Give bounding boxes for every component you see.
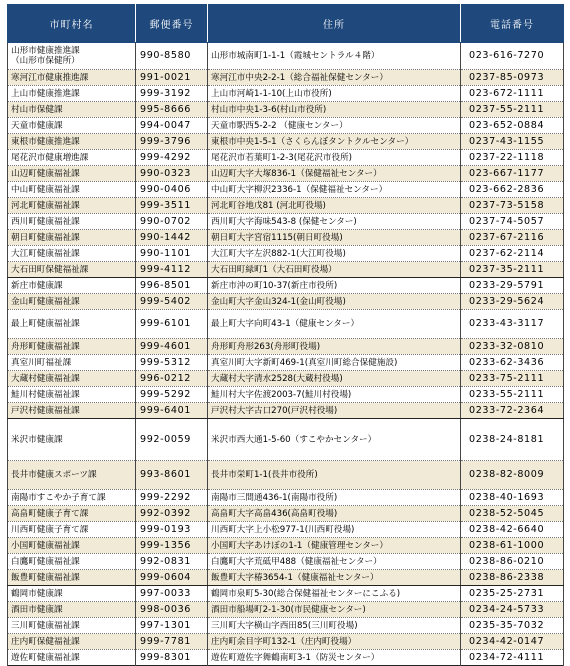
cell-address: 朝日町大字宮宿1115(朝日町役場) <box>208 230 461 246</box>
cell-postal: 990-1101 <box>136 246 208 262</box>
cell-municipality: 南陽市すこやか子育て課 <box>8 490 136 506</box>
cell-phone: 0233-72-2364 <box>461 403 564 419</box>
cell-address: 高畠町大字高畠436(高畠町役場) <box>208 506 461 522</box>
cell-postal: 991-0021 <box>136 70 208 86</box>
cell-address: 舟形町舟形263(舟形町役場) <box>208 339 461 355</box>
table-row <box>8 618 564 634</box>
cell-municipality: 戸沢村健康福祉課 <box>8 403 136 419</box>
cell-municipality: 大蔵村健康福祉課 <box>8 371 136 387</box>
cell-phone: 0235-25-2731 <box>461 586 564 602</box>
table-row <box>8 387 564 403</box>
cell-postal: 999-4601 <box>136 339 208 355</box>
header-postal: 郵便番号 <box>136 5 208 43</box>
cell-municipality: 河北町健康福祉課 <box>8 198 136 214</box>
cell-address: 西川町大字海味543-8 (保健センター) <box>208 214 461 230</box>
cell-phone: 023-652-0884 <box>461 118 564 134</box>
table-row <box>8 182 564 198</box>
cell-phone: 0234-42-0147 <box>461 634 564 650</box>
table-row <box>8 150 564 166</box>
cell-address: 飯豊町大字椿3654-1（健康福祉センター） <box>208 570 461 586</box>
cell-municipality: 西川町健康福祉課 <box>8 214 136 230</box>
cell-municipality: 天童市健康課 <box>8 118 136 134</box>
cell-address: 尾花沢市若葉町1-2-3(尾花沢市役所) <box>208 150 461 166</box>
cell-phone: 023-616-7270 <box>461 43 564 70</box>
table-row <box>8 586 564 602</box>
header-address: 住所 <box>208 5 461 43</box>
cell-address: 白鷹町大字荒砥甲488（健康福祉センター） <box>208 554 461 570</box>
cell-postal: 990-1442 <box>136 230 208 246</box>
cell-address: 米沢市西大通1-5-60（すこやかセンター） <box>208 419 461 461</box>
table-row <box>8 278 564 294</box>
cell-municipality: 山辺町健康福祉課 <box>8 166 136 182</box>
cell-phone: 0233-75-2111 <box>461 371 564 387</box>
table-row <box>8 554 564 570</box>
cell-municipality: 三川町健康福祉課 <box>8 618 136 634</box>
table-row <box>8 86 564 102</box>
table-row <box>8 166 564 182</box>
cell-municipality: 山形市健康推進課 （山形市保健所） <box>8 43 136 70</box>
cell-address: 山辺町大字大塚836-1（保健福祉センター） <box>208 166 461 182</box>
cell-address: 新庄市沖の町10-37(新庄市役所) <box>208 278 461 294</box>
cell-phone: 0237-67-2116 <box>461 230 564 246</box>
cell-phone: 0234-72-4111 <box>461 650 564 666</box>
cell-phone: 0237-73-5158 <box>461 198 564 214</box>
table-row <box>8 134 564 150</box>
header-municipality: 市町村名 <box>8 5 136 43</box>
contact-table <box>7 4 564 666</box>
cell-phone: 0238-24-8181 <box>461 419 564 461</box>
table-row <box>8 230 564 246</box>
table-row <box>8 538 564 554</box>
cell-address: 真室川町大字新町469-1(真室川町総合保健施設) <box>208 355 461 371</box>
cell-postal: 999-7781 <box>136 634 208 650</box>
cell-address: 大蔵村大字清水2528(大蔵村役場) <box>208 371 461 387</box>
table-row <box>8 419 564 461</box>
cell-postal: 999-6101 <box>136 310 208 339</box>
cell-address: 南陽市三間通436-1(南陽市役所) <box>208 490 461 506</box>
cell-postal: 990-0406 <box>136 182 208 198</box>
table-row <box>8 43 564 70</box>
cell-municipality: 金山町健康福祉課 <box>8 294 136 310</box>
cell-address: 三川町大字横山字西田85(三川町役場) <box>208 618 461 634</box>
cell-phone: 0233-29-5624 <box>461 294 564 310</box>
cell-postal: 999-4112 <box>136 262 208 278</box>
cell-phone: 0237-85-0973 <box>461 70 564 86</box>
cell-municipality: 大石田町保健福祉課 <box>8 262 136 278</box>
cell-municipality: 大江町健康福祉課 <box>8 246 136 262</box>
table-row <box>8 650 564 666</box>
cell-postal: 999-5312 <box>136 355 208 371</box>
cell-address: 中山町大字柳沢2336-1（保健福祉センター） <box>208 182 461 198</box>
table-row <box>8 461 564 490</box>
cell-postal: 999-0193 <box>136 522 208 538</box>
cell-postal: 992-0831 <box>136 554 208 570</box>
cell-postal: 999-5402 <box>136 294 208 310</box>
cell-municipality: 上山市健康推進課 <box>8 86 136 102</box>
table-row <box>8 70 564 86</box>
cell-address: 金山町大字金山324-1(金山町役場) <box>208 294 461 310</box>
cell-phone: 0233-62-3436 <box>461 355 564 371</box>
cell-address: 鮭川村大字佐渡2003-7(鮭川村役場) <box>208 387 461 403</box>
cell-postal: 990-0323 <box>136 166 208 182</box>
table-row <box>8 294 564 310</box>
cell-address: 寒河江市中央2-2-1（総合福祉保健センター） <box>208 70 461 86</box>
cell-postal: 999-2292 <box>136 490 208 506</box>
cell-municipality: 鮭川村健康福祉課 <box>8 387 136 403</box>
table-row <box>8 214 564 230</box>
cell-municipality: 真室川町福祉課 <box>8 355 136 371</box>
cell-municipality: 白鷹町健康福祉課 <box>8 554 136 570</box>
cell-phone: 0237-43-1155 <box>461 134 564 150</box>
cell-phone: 0237-55-2111 <box>461 102 564 118</box>
table-row <box>8 310 564 339</box>
cell-address: 東根市中央1-5-1（さくらんぼタントクルセンター） <box>208 134 461 150</box>
cell-phone: 0238-86-0210 <box>461 554 564 570</box>
cell-phone: 0235-35-7032 <box>461 618 564 634</box>
cell-municipality: 朝日町健康福祉課 <box>8 230 136 246</box>
cell-postal: 999-3192 <box>136 86 208 102</box>
cell-postal: 999-5292 <box>136 387 208 403</box>
cell-address: 山形市城南町1-1-1（霞城セントラル４階） <box>208 43 461 70</box>
cell-phone: 0238-40-1693 <box>461 490 564 506</box>
cell-phone: 0238-86-2338 <box>461 570 564 586</box>
cell-municipality: 小国町健康福祉課 <box>8 538 136 554</box>
table-wrapper <box>7 4 564 666</box>
cell-phone: 0238-42-6640 <box>461 522 564 538</box>
table-row <box>8 118 564 134</box>
cell-postal: 998-0036 <box>136 602 208 618</box>
cell-phone: 0237-22-1118 <box>461 150 564 166</box>
cell-postal: 997-0033 <box>136 586 208 602</box>
table-row <box>8 522 564 538</box>
cell-municipality: 高畠町健康子育て課 <box>8 506 136 522</box>
cell-postal: 996-8501 <box>136 278 208 294</box>
cell-address: 天童市駅西5-2-2 （健康センター） <box>208 118 461 134</box>
cell-municipality: 尾花沢市健康増進課 <box>8 150 136 166</box>
table-row <box>8 371 564 387</box>
cell-municipality: 中山町健康福祉課 <box>8 182 136 198</box>
cell-phone: 0233-32-0810 <box>461 339 564 355</box>
cell-municipality: 遊佐町健康福祉課 <box>8 650 136 666</box>
cell-address: 鶴岡市泉町5-30(総合保健福祉センターにこふる) <box>208 586 461 602</box>
header-phone: 電話番号 <box>461 5 564 43</box>
cell-phone: 0233-29-5791 <box>461 278 564 294</box>
cell-postal: 999-4292 <box>136 150 208 166</box>
cell-municipality: 鶴岡市健康課 <box>8 586 136 602</box>
cell-postal: 992-0059 <box>136 419 208 461</box>
cell-postal: 999-3796 <box>136 134 208 150</box>
table-row <box>8 339 564 355</box>
cell-municipality: 米沢市健康課 <box>8 419 136 461</box>
cell-phone: 0238-61-1000 <box>461 538 564 554</box>
cell-phone: 023-672-1111 <box>461 86 564 102</box>
table-row <box>8 506 564 522</box>
cell-municipality: 最上町健康福祉課 <box>8 310 136 339</box>
cell-postal: 990-8580 <box>136 43 208 70</box>
header-row <box>8 5 564 43</box>
table-row <box>8 198 564 214</box>
cell-phone: 0237-35-2111 <box>461 262 564 278</box>
cell-address: 大石田町緑町1（大石田町役場） <box>208 262 461 278</box>
cell-postal: 999-1356 <box>136 538 208 554</box>
cell-address: 上山市河崎1-1-10(上山市役所) <box>208 86 461 102</box>
cell-municipality: 庄内町保健福祉課 <box>8 634 136 650</box>
table-row <box>8 246 564 262</box>
cell-address: 大江町大字左沢882-1(大江町役場) <box>208 246 461 262</box>
cell-address: 小国町大字あけぼの1-1（健康管理センター） <box>208 538 461 554</box>
table-row <box>8 102 564 118</box>
cell-phone: 0238-82-8009 <box>461 461 564 490</box>
cell-address: 酒田市船場町2-1-30(市民健康センター) <box>208 602 461 618</box>
table-row <box>8 570 564 586</box>
cell-postal: 997-1301 <box>136 618 208 634</box>
table-row <box>8 634 564 650</box>
cell-municipality: 村山市保健課 <box>8 102 136 118</box>
cell-address: 庄内町余目字町132-1（庄内町役場） <box>208 634 461 650</box>
cell-municipality: 舟形町健康福祉課 <box>8 339 136 355</box>
table-row <box>8 403 564 419</box>
table-body <box>8 43 564 666</box>
cell-address: 村山市中央1-3-6(村山市役所) <box>208 102 461 118</box>
cell-address: 河北町谷地戊81 (河北町役場) <box>208 198 461 214</box>
cell-address: 戸沢村大字古口270(戸沢村役場) <box>208 403 461 419</box>
cell-phone: 0237-74-5057 <box>461 214 564 230</box>
cell-municipality: 飯豊町健康福祉課 <box>8 570 136 586</box>
cell-phone: 0233-43-3117 <box>461 310 564 339</box>
cell-postal: 999-8301 <box>136 650 208 666</box>
cell-postal: 996-0212 <box>136 371 208 387</box>
cell-postal: 992-0392 <box>136 506 208 522</box>
cell-municipality: 東根市健康推進課 <box>8 134 136 150</box>
cell-postal: 995-8666 <box>136 102 208 118</box>
cell-postal: 999-3511 <box>136 198 208 214</box>
cell-postal: 994-0047 <box>136 118 208 134</box>
cell-postal: 999-0604 <box>136 570 208 586</box>
cell-address: 遊佐町遊佐字舞鶴南町3-1（防災センター） <box>208 650 461 666</box>
cell-municipality: 川西町健康子育て課 <box>8 522 136 538</box>
cell-postal: 993-8601 <box>136 461 208 490</box>
cell-municipality: 酒田市健康課 <box>8 602 136 618</box>
cell-postal: 999-6401 <box>136 403 208 419</box>
cell-municipality: 寒河江市健康推進課 <box>8 70 136 86</box>
table-row <box>8 262 564 278</box>
table-row <box>8 602 564 618</box>
cell-postal: 990-0702 <box>136 214 208 230</box>
cell-address: 川西町大字上小松977-1(川西町役場) <box>208 522 461 538</box>
table-row <box>8 490 564 506</box>
cell-municipality: 新庄市健康課 <box>8 278 136 294</box>
cell-address: 最上町大字向町43-1（健康センター） <box>208 310 461 339</box>
cell-phone: 0234-24-5733 <box>461 602 564 618</box>
cell-phone: 023-662-2836 <box>461 182 564 198</box>
cell-phone: 023-667-1177 <box>461 166 564 182</box>
table-row <box>8 355 564 371</box>
cell-address: 長井市栄町1-1(長井市役所) <box>208 461 461 490</box>
cell-phone: 0233-55-2111 <box>461 387 564 403</box>
cell-phone: 0238-52-5045 <box>461 506 564 522</box>
cell-phone: 0237-62-2114 <box>461 246 564 262</box>
cell-municipality: 長井市健康スポーツ課 <box>8 461 136 490</box>
